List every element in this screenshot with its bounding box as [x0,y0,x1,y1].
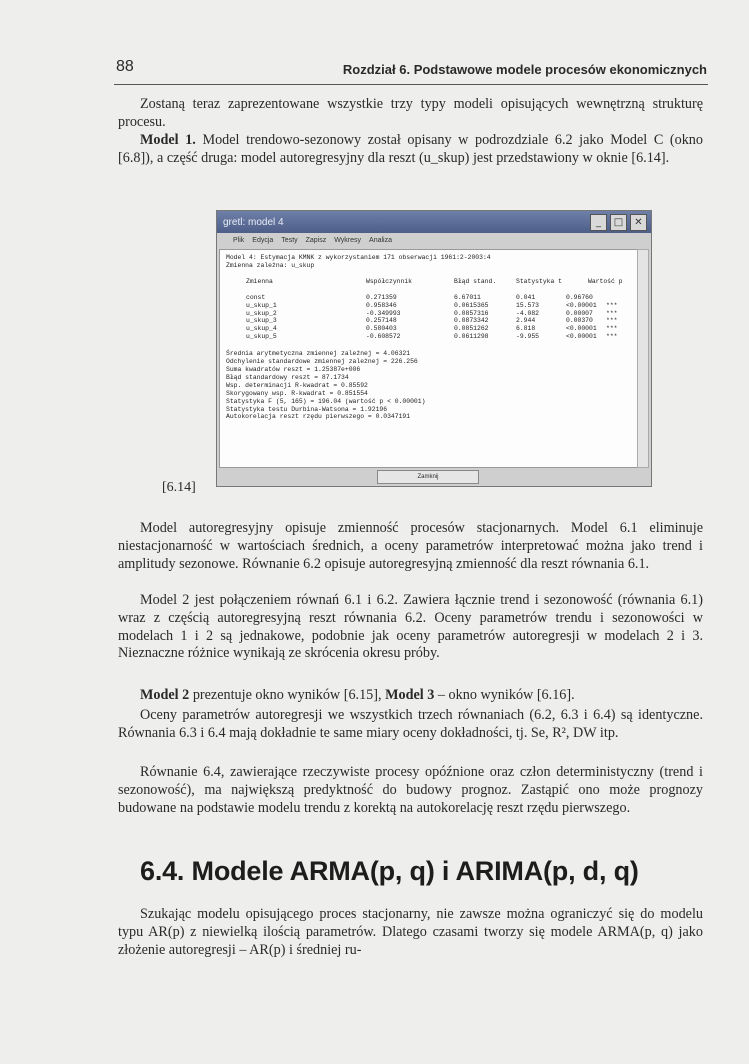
col-header: Wartość p [588,277,623,285]
running-head: Rozdział 6. Podstawowe modele procesów ekonomicznych [342,62,707,77]
body-paragraph: Oceny parametrów autoregresji we wszystkich trzech równaniach (6.2, 6.3 i 6.4) są identyczne. Równania 6.3 i 6.4 mają dokładnie te same miary oceny dokładności, tj. Se, R², DW itp. [118,707,703,741]
header-rule [114,84,708,85]
model2-paragraph [118,687,703,705]
stat-line: Suma kwadratów reszt = 1.25387e+006 [226,365,361,373]
minimize-icon[interactable]: _ [590,214,607,231]
coefficient-table [226,294,632,341]
menu-plik[interactable]: Plik [233,236,245,244]
window-title: gretl: model 4 [223,216,284,228]
page-number: 88 [116,58,134,75]
close-icon[interactable]: ✕ [630,214,647,231]
window-menubar [217,233,651,247]
window-titlebar[interactable] [217,211,651,233]
model1-paragraph [118,132,703,168]
stat-line: Skorygowany wsp. R-kwadrat = 0.851554 [226,389,368,397]
stat-line: Średnia arytmetyczna zmiennej zależnej = 4.06321 [226,350,411,358]
stat-line: Statystyka testu Durbina-Watsona = 1.92196 [226,405,388,413]
menu-analiza[interactable]: Analiza [369,236,393,244]
section-paragraph: Szukając modelu opisującego proces stacjonarny, nie zawsze można ograniczyć się do modelu typu AR(p) z niewielką ilością parametrów. Dlatego czasami tworzy się modele ARMA(p, q) jako złożenie autoregresji – AR(p) i średniej ru- [118,906,703,958]
table-row: u_skup_3 0.257148 0.0873342 2.944 0.00370 *** [246,317,618,325]
stat-line: Błąd standardowy reszt = 87.1734 [226,373,349,381]
model3-text: – okno wyników [6.16]. [434,687,575,703]
intro-paragraph: Zostaną teraz zaprezentowane wszystkie trzy typy modeli opisujących wewnętrzną strukturę procesu. [118,96,703,130]
col-header: Zmienna [246,277,273,285]
body-paragraph: Równanie 6.4, zawierające rzeczywiste procesy opóźnione oraz człon deterministyczny (trend i sezonowość), ma największą predyktność do budowy prognoz. Zastąpić ono może prognozy budowane na podstawie modelu trendu z korektą na autokorelację reszt rzędu pierwszego. [118,764,703,816]
model1-label: Model 1. [140,132,196,148]
menu-wykresy[interactable]: Wykresy [334,236,362,244]
model1-text: Model trendowo-sezonowy został opisany w podrozdziale 6.2 jako Model C (okno [6.8]), a część druga: model autoregresyjny dla reszt (u_skup) jest przedstawiony w oknie [6.14]. [118,132,703,166]
stat-line: Statystyka F (5, 165) = 196.04 (wartość p < 0.00001) [226,397,426,405]
col-header: Statystyka t [516,277,563,285]
table-row: const 0.271359 6.67011 0.041 0.96760 [246,293,593,301]
menu-zapisz[interactable]: Zapisz [305,236,327,244]
table-row: u_skup_1 0.958346 0.0615365 15.573 <0.00001 *** [246,301,618,309]
output-header-line: Zmienna zależna: u_skup [226,261,315,269]
col-header: Współczynnik [366,277,413,285]
close-button[interactable]: Zamknij [377,470,479,484]
section-title: 6.4. Modele ARMA(p, q) i ARIMA(p, d, q) [140,856,639,886]
body-paragraph: Model autoregresyjny opisuje zmienność procesów stacjonarnych. Model 6.1 eliminuje niestacjonarność w wartościach średnich, a oceny parametrów interpretować można jako trend i amplitudy sezonowe. Równanie 6.2 opisuje autoregresyjną zmienność dla reszt równania 6.1. [118,520,703,572]
table-row: u_skup_2 -0.349993 0.0857316 -4.082 0.00007 *** [246,309,618,317]
gretl-model-window [216,210,652,487]
model2-text: prezentuje okno wyników [6.15], [189,687,386,703]
maximize-icon[interactable]: □ [610,214,627,231]
menu-testy[interactable]: Testy [281,236,298,244]
stat-line: Odchylenie standardowe zmiennej zależnej = 226.256 [226,358,418,366]
output-text-area[interactable] [219,249,639,468]
model2-label: Model 2 [140,687,190,703]
body-paragraph: Model 2 jest połączeniem równań 6.1 i 6.2. Zawiera łącznie trend i sezonowość (równania 6.1) wraz z częścią autoregresyjną reszt równania 6.2. Oceny parametrów trendu i sezonowości w modelach 1 i 2 są jednakowe, podobnie jak oceny parametrów autoregresji w modelach 2 i 3. Nieznaczne różnice wynikają ze skrócenia okresu próby. [118,592,703,662]
table-row: u_skup_5 -0.608572 0.0611298 -9.955 <0.00001 *** [246,333,618,341]
output-header-line: Model 4: Estymacja KMNK z wykorzystaniem 171 obserwacji 1961:2-2003:4 [226,254,491,261]
figure-label: [6.14] [162,480,196,495]
stats-block [226,350,632,421]
menu-edycja[interactable]: Edycja [252,236,274,244]
table-row: u_skup_4 0.580403 0.0851262 6.818 <0.00001 *** [246,325,618,333]
stat-line: Autokorelacja reszt rzędu pierwszego = 0.0347191 [226,413,411,421]
stat-line: Wsp. determinacji R-kwadrat = 0.85592 [226,381,368,389]
model3-label: Model 3 [385,687,435,703]
col-header: Błąd stand. [454,277,497,285]
table-header-row [226,278,632,286]
vertical-scrollbar[interactable] [637,249,649,468]
